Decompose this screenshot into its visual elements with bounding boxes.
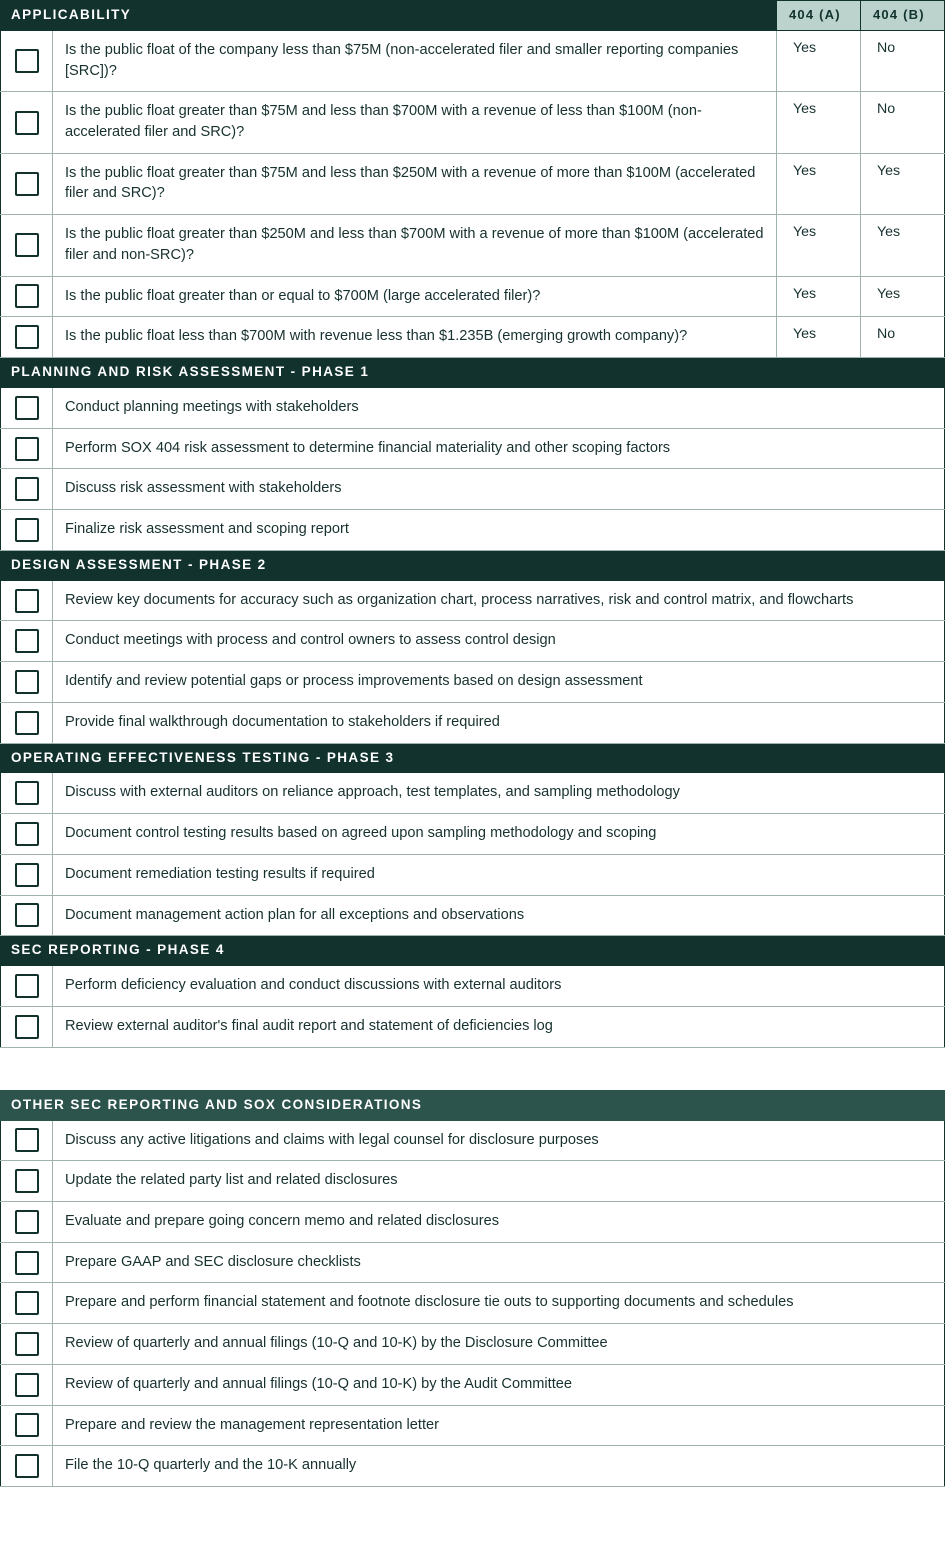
- table-row: [1, 30, 945, 91]
- checkbox[interactable]: [15, 1210, 39, 1234]
- table-row: [1, 854, 945, 895]
- table-row: [1, 895, 945, 936]
- table-row: [1, 662, 945, 703]
- item-text: Review key documents for accuracy such as organization chart, process narratives, risk and control matrix, and flowcharts: [53, 580, 945, 621]
- item-text: Document remediation testing results if required: [53, 854, 945, 895]
- item-text: Is the public float greater than $75M and less than $700M with a revenue of less than $100M (non-accelerated filer and SRC)?: [53, 92, 777, 153]
- answer-404b: Yes: [861, 276, 945, 317]
- item-text: Perform SOX 404 risk assessment to determine financial materiality and other scoping factors: [53, 428, 945, 469]
- checkbox[interactable]: [15, 233, 39, 257]
- table-row: [1, 1161, 945, 1202]
- answer-404b: Yes: [861, 153, 945, 214]
- item-text: Is the public float greater than $250M and less than $700M with a revenue of more than $100M (accelerated filer and non-SRC)?: [53, 215, 777, 276]
- checkbox[interactable]: [15, 1454, 39, 1478]
- checkbox-cell[interactable]: [1, 1201, 53, 1242]
- item-text: Review of quarterly and annual filings (10-Q and 10-K) by the Audit Committee: [53, 1364, 945, 1405]
- section-header: [1, 936, 945, 966]
- answer-404b: No: [861, 30, 945, 91]
- answer-404a: Yes: [777, 92, 861, 153]
- table-spacer: [0, 1048, 945, 1090]
- checkbox-cell[interactable]: [1, 317, 53, 358]
- checkbox[interactable]: [15, 589, 39, 613]
- checkbox[interactable]: [15, 518, 39, 542]
- checkbox-cell[interactable]: [1, 1283, 53, 1324]
- table-row: [1, 92, 945, 153]
- section-title: OPERATING EFFECTIVENESS TESTING - PHASE 3: [1, 743, 945, 773]
- section-title: OTHER SEC REPORTING AND SOX CONSIDERATIONS: [1, 1090, 945, 1120]
- table-row: [1, 1405, 945, 1446]
- item-text: Review external auditor's final audit report and statement of deficiencies log: [53, 1006, 945, 1047]
- table-row: [1, 387, 945, 428]
- checkbox-cell[interactable]: [1, 773, 53, 814]
- table-row: [1, 510, 945, 551]
- checkbox[interactable]: [15, 711, 39, 735]
- item-text: Discuss risk assessment with stakeholders: [53, 469, 945, 510]
- table-row: [1, 317, 945, 358]
- checkbox[interactable]: [15, 477, 39, 501]
- section-header-applicability: [1, 1, 945, 31]
- checkbox-cell[interactable]: [1, 30, 53, 91]
- checkbox-cell[interactable]: [1, 387, 53, 428]
- item-text: Conduct meetings with process and control owners to assess control design: [53, 621, 945, 662]
- checkbox-cell[interactable]: [1, 1006, 53, 1047]
- table-row: [1, 153, 945, 214]
- checkbox[interactable]: [15, 903, 39, 927]
- item-text: File the 10-Q quarterly and the 10-K annually: [53, 1446, 945, 1487]
- item-text: Finalize risk assessment and scoping report: [53, 510, 945, 551]
- answer-404b: No: [861, 92, 945, 153]
- item-text: Is the public float greater than or equal to $700M (large accelerated filer)?: [53, 276, 777, 317]
- checkbox-cell[interactable]: [1, 510, 53, 551]
- checkbox-cell[interactable]: [1, 621, 53, 662]
- checkbox[interactable]: [15, 172, 39, 196]
- item-text: Conduct planning meetings with stakeholders: [53, 387, 945, 428]
- checkbox-cell[interactable]: [1, 1364, 53, 1405]
- table-row: [1, 1201, 945, 1242]
- checkbox-cell[interactable]: [1, 428, 53, 469]
- item-text: Is the public float of the company less than $75M (non-accelerated filer and smaller reporting companies [SRC])?: [53, 30, 777, 91]
- item-text: Document control testing results based on agreed upon sampling methodology and scoping: [53, 814, 945, 855]
- checkbox-cell[interactable]: [1, 1446, 53, 1487]
- checkbox[interactable]: [15, 396, 39, 420]
- checkbox-cell[interactable]: [1, 1242, 53, 1283]
- checkbox-cell[interactable]: [1, 702, 53, 743]
- checkbox-cell[interactable]: [1, 814, 53, 855]
- checkbox[interactable]: [15, 1128, 39, 1152]
- table-row: [1, 1120, 945, 1161]
- item-text: Document management action plan for all exceptions and observations: [53, 895, 945, 936]
- item-text: Prepare GAAP and SEC disclosure checklists: [53, 1242, 945, 1283]
- table-row: [1, 580, 945, 621]
- answer-404a: Yes: [777, 317, 861, 358]
- table-row: [1, 1446, 945, 1487]
- checkbox-cell[interactable]: [1, 1120, 53, 1161]
- table-row: [1, 773, 945, 814]
- section-header: [1, 743, 945, 773]
- checkbox[interactable]: [15, 325, 39, 349]
- table-row: [1, 1242, 945, 1283]
- item-text: Evaluate and prepare going concern memo and related disclosures: [53, 1201, 945, 1242]
- item-text: Is the public float less than $700M with revenue less than $1.235B (emerging growth company)?: [53, 317, 777, 358]
- answer-404a: Yes: [777, 215, 861, 276]
- checkbox[interactable]: [15, 974, 39, 998]
- checkbox-cell[interactable]: [1, 895, 53, 936]
- item-text: Review of quarterly and annual filings (10-Q and 10-K) by the Disclosure Committee: [53, 1324, 945, 1365]
- table-row: [1, 1324, 945, 1365]
- checkbox[interactable]: [15, 437, 39, 461]
- table-row: [1, 469, 945, 510]
- checkbox[interactable]: [15, 781, 39, 805]
- checkbox-cell[interactable]: [1, 966, 53, 1007]
- table-row: [1, 621, 945, 662]
- checkbox[interactable]: [15, 284, 39, 308]
- answer-404b: Yes: [861, 215, 945, 276]
- table-row: [1, 702, 945, 743]
- answer-404a: Yes: [777, 30, 861, 91]
- table-row: [1, 428, 945, 469]
- section-header: [1, 358, 945, 388]
- checkbox-cell[interactable]: [1, 580, 53, 621]
- table-row: [1, 1283, 945, 1324]
- item-text: Identify and review potential gaps or process improvements based on design assessment: [53, 662, 945, 703]
- checkbox-cell[interactable]: [1, 276, 53, 317]
- checkbox[interactable]: [15, 49, 39, 73]
- answer-404a: Yes: [777, 153, 861, 214]
- checkbox-cell[interactable]: [1, 469, 53, 510]
- checkbox-cell[interactable]: [1, 1405, 53, 1446]
- checkbox-cell[interactable]: [1, 662, 53, 703]
- table-row: [1, 966, 945, 1007]
- checkbox-cell[interactable]: [1, 1324, 53, 1365]
- checkbox[interactable]: [15, 1291, 39, 1315]
- table-row: [1, 1364, 945, 1405]
- checkbox-cell[interactable]: [1, 215, 53, 276]
- checkbox[interactable]: [15, 863, 39, 887]
- table-row: [1, 814, 945, 855]
- checkbox[interactable]: [15, 1169, 39, 1193]
- checkbox[interactable]: [15, 111, 39, 135]
- item-text: Update the related party list and related disclosures: [53, 1161, 945, 1202]
- answer-404a: Yes: [777, 276, 861, 317]
- item-text: Is the public float greater than $75M and less than $250M with a revenue of more than $100M (accelerated filer and SRC)?: [53, 153, 777, 214]
- table-row: [1, 215, 945, 276]
- checkbox-cell[interactable]: [1, 1161, 53, 1202]
- table-row: [1, 276, 945, 317]
- item-text: Discuss any active litigations and claims with legal counsel for disclosure purposes: [53, 1120, 945, 1161]
- checkbox-cell[interactable]: [1, 854, 53, 895]
- checkbox[interactable]: [15, 1332, 39, 1356]
- checkbox[interactable]: [15, 1251, 39, 1275]
- section-title: SEC REPORTING - PHASE 4: [1, 936, 945, 966]
- column-header-404b: 404 (B): [861, 1, 945, 31]
- section-title: PLANNING AND RISK ASSESSMENT - PHASE 1: [1, 358, 945, 388]
- section-title: DESIGN ASSESSMENT - PHASE 2: [1, 550, 945, 580]
- table-row: [1, 1006, 945, 1047]
- item-text: Prepare and perform financial statement and footnote disclosure tie outs to supporting documents and schedules: [53, 1283, 945, 1324]
- item-text: Provide final walkthrough documentation to stakeholders if required: [53, 702, 945, 743]
- section-title: APPLICABILITY: [1, 1, 777, 31]
- answer-404b: No: [861, 317, 945, 358]
- item-text: Prepare and review the management representation letter: [53, 1405, 945, 1446]
- section-header: [1, 550, 945, 580]
- section-header-other-considerations: [1, 1090, 945, 1120]
- checkbox[interactable]: [15, 822, 39, 846]
- checkbox[interactable]: [15, 1413, 39, 1437]
- item-text: Perform deficiency evaluation and conduct discussions with external auditors: [53, 966, 945, 1007]
- column-header-404a: 404 (A): [777, 1, 861, 31]
- checkbox-cell[interactable]: [1, 92, 53, 153]
- checkbox[interactable]: [15, 629, 39, 653]
- item-text: Discuss with external auditors on reliance approach, test templates, and sampling methodology: [53, 773, 945, 814]
- checkbox-cell[interactable]: [1, 153, 53, 214]
- checkbox[interactable]: [15, 670, 39, 694]
- checkbox[interactable]: [15, 1373, 39, 1397]
- checkbox[interactable]: [15, 1015, 39, 1039]
- other-considerations-table: [0, 1090, 945, 1487]
